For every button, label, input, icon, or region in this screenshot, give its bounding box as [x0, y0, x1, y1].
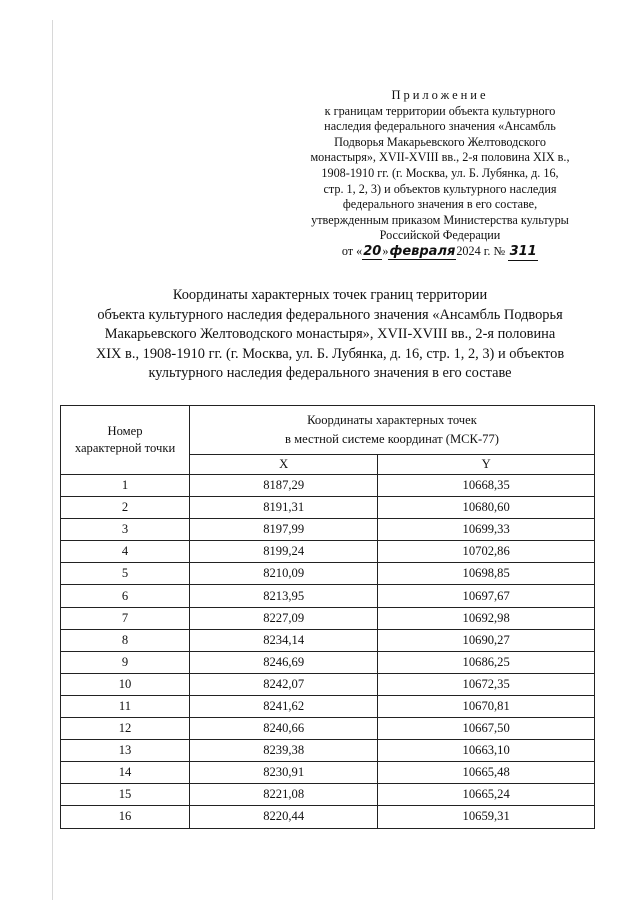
point-number: 5: [61, 563, 190, 585]
y-value: 10665,48: [378, 762, 595, 784]
y-value: 10659,31: [378, 806, 595, 828]
table-row: [61, 629, 595, 651]
appendix-line: Подворья Макарьевского Желтоводского: [334, 134, 546, 149]
point-number: 10: [61, 673, 190, 695]
y-value: 10690,27: [378, 629, 595, 651]
table-row: [61, 784, 595, 806]
table-row: [61, 541, 595, 563]
x-value: 8239,38: [190, 740, 378, 762]
point-number: 9: [61, 651, 190, 673]
appendix-line: к границам территории объекта культурного: [324, 103, 556, 118]
appendix-line: Российской Федерации: [379, 228, 501, 243]
table-row: [61, 475, 595, 497]
order-quote-close: »: [382, 243, 389, 258]
title-line: Макарьевского Желтоводского монастыря», XVII-XVIII вв., 2-я половина: [104, 326, 556, 342]
header-number-line: характерной точки: [74, 441, 176, 455]
appendix-line: стр. 1, 2, 3) и объектов культурного наследия: [323, 181, 557, 196]
order-number-handwritten: 311: [509, 243, 537, 259]
table-row: [61, 607, 595, 629]
x-value: 8242,07: [190, 673, 378, 695]
y-value: 10686,25: [378, 651, 595, 673]
header-point-number: [61, 406, 190, 475]
header-x: X: [190, 455, 378, 475]
y-value: 10699,33: [378, 519, 595, 541]
header-number-line: Номер: [107, 424, 143, 438]
title-line: объекта культурного наследия федерального значения «Ансамбль Подворья: [97, 306, 563, 323]
x-value: 8241,62: [190, 695, 378, 717]
order-date-line: [280, 244, 600, 261]
x-value: 8234,14: [190, 629, 378, 651]
x-value: 8221,08: [190, 784, 378, 806]
document-title: [70, 286, 590, 384]
appendix-heading: Приложение: [391, 88, 489, 102]
y-value: 10665,24: [378, 784, 595, 806]
point-number: 12: [61, 718, 190, 740]
order-month-handwritten: февраля: [389, 243, 456, 259]
point-number: 7: [61, 607, 190, 629]
point-number: 11: [61, 695, 190, 717]
x-value: 8230,91: [190, 762, 378, 784]
x-value: 8220,44: [190, 806, 378, 828]
appendix-line: монастыря», XVII-XVIII вв., 2-я половина XIX в.,: [310, 150, 570, 165]
point-number: 15: [61, 784, 190, 806]
table-row: [61, 563, 595, 585]
x-value: 8210,09: [190, 563, 378, 585]
point-number: 6: [61, 585, 190, 607]
header-coords-line: Координаты характерных точек: [307, 413, 477, 427]
table-row: [61, 762, 595, 784]
appendix-line: наследия федерального значения «Ансамбль: [324, 119, 556, 134]
point-number: 13: [61, 740, 190, 762]
title-line: Координаты характерных точек границ территории: [172, 287, 488, 303]
table-row: [61, 718, 595, 740]
table-row: [61, 585, 595, 607]
appendix-line: утвержденным приказом Министерства культуры: [311, 212, 569, 227]
y-value: 10667,50: [378, 718, 595, 740]
header-coordinates: [190, 406, 595, 455]
table-row: [61, 806, 595, 828]
title-line: культурного наследия федерального значения в его составе: [148, 365, 512, 381]
x-value: 8246,69: [190, 651, 378, 673]
y-value: 10663,10: [378, 740, 595, 762]
point-number: 4: [61, 541, 190, 563]
order-year-text: 2024 г. №: [456, 243, 506, 258]
y-value: 10692,98: [378, 607, 595, 629]
header-y: Y: [378, 455, 595, 475]
appendix-block: [280, 88, 600, 261]
y-value: 10680,60: [378, 497, 595, 519]
table-row: [61, 695, 595, 717]
appendix-line: 1908-1910 гг. (г. Москва, ул. Б. Лубянка, д. 16,: [321, 165, 559, 180]
table-row: [61, 673, 595, 695]
point-number: 14: [61, 762, 190, 784]
x-value: 8213,95: [190, 585, 378, 607]
y-value: 10697,67: [378, 585, 595, 607]
order-prefix: от «: [341, 243, 363, 258]
scan-artifact-line: [52, 20, 53, 900]
y-value: 10672,35: [378, 673, 595, 695]
header-coords-line: в местной системе координат (МСК-77): [285, 432, 499, 446]
x-value: 8187,29: [190, 475, 378, 497]
x-value: 8199,24: [190, 541, 378, 563]
point-number: 2: [61, 497, 190, 519]
point-number: 16: [61, 806, 190, 828]
table-row: [61, 497, 595, 519]
point-number: 1: [61, 475, 190, 497]
point-number: 8: [61, 629, 190, 651]
table-row: [61, 519, 595, 541]
y-value: 10670,81: [378, 695, 595, 717]
x-value: 8197,99: [190, 519, 378, 541]
y-value: 10698,85: [378, 563, 595, 585]
x-value: 8227,09: [190, 607, 378, 629]
y-value: 10702,86: [378, 541, 595, 563]
order-day-handwritten: 20: [363, 243, 382, 259]
y-value: 10668,35: [378, 475, 595, 497]
title-line: XIX в., 1908-1910 гг. (г. Москва, ул. Б. Лубянка, д. 16, стр. 1, 2, 3) и объектов: [95, 345, 565, 362]
x-value: 8191,31: [190, 497, 378, 519]
x-value: 8240,66: [190, 718, 378, 740]
table-row: [61, 740, 595, 762]
coordinates-table: [60, 405, 595, 829]
appendix-line: федерального значения в его составе,: [342, 197, 538, 212]
table-row: [61, 651, 595, 673]
point-number: 3: [61, 519, 190, 541]
